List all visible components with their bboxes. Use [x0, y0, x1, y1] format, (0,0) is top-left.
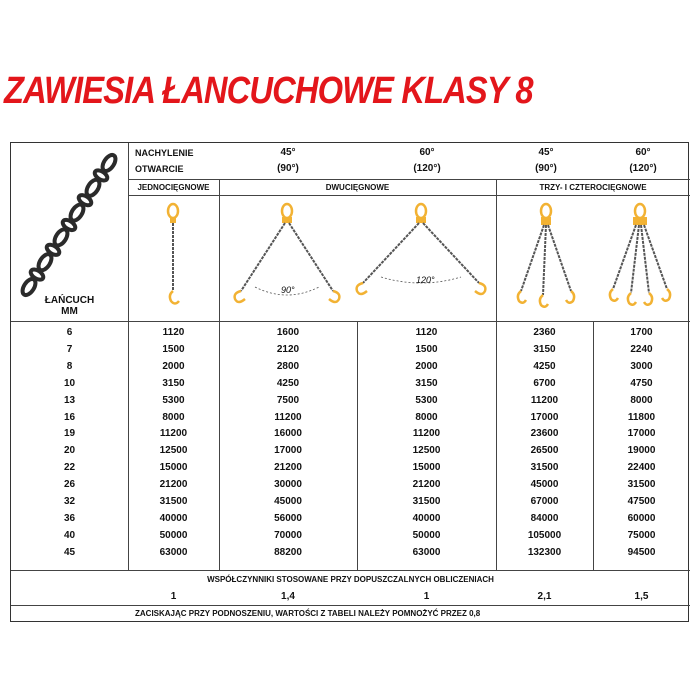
- load-table: [10, 142, 689, 622]
- load-multi-90: 17000: [530, 411, 559, 423]
- load-multi-90: 23600: [530, 428, 559, 440]
- chain-size: 26: [63, 479, 76, 491]
- angle-nachylenie-2: 60°: [419, 147, 435, 158]
- load-double-90: 17000: [274, 445, 302, 457]
- divider: [219, 179, 220, 570]
- load-multi-90: 132300: [527, 546, 562, 558]
- angle-otwarcie-3: (90°): [535, 163, 557, 174]
- chain-size: 7: [66, 343, 73, 355]
- otwarcie-label: OTWARCIE: [135, 164, 184, 174]
- load-double-120: 1120: [415, 327, 438, 338]
- load-multi-120: 31500: [627, 479, 656, 491]
- load-single: 2000: [162, 360, 185, 372]
- divider: [11, 321, 690, 322]
- chain-size: 16: [63, 411, 76, 423]
- coefficient-multi-120: 1,5: [634, 591, 649, 602]
- load-multi-120: 60000: [627, 512, 656, 524]
- load-double-120: 11200: [412, 428, 441, 440]
- angle-nachylenie-4: 60°: [635, 147, 651, 158]
- coefficients-label: WSPÓŁCZYNNIKI STOSOWANE PRZY DOPUSZCZALNYCH OBLICZENIACH: [207, 575, 494, 584]
- load-double-90: 70000: [274, 529, 302, 541]
- angle-otwarcie-4: (120°): [629, 163, 657, 174]
- load-multi-90: 3150: [533, 343, 556, 355]
- angle-label-90: 90°: [281, 285, 295, 295]
- double-leg-sling-120-icon: [351, 203, 491, 313]
- load-multi-90: 67000: [530, 496, 559, 507]
- load-single: 21200: [159, 479, 188, 491]
- load-multi-120: 2240: [630, 343, 653, 355]
- load-double-120: 21200: [412, 479, 441, 491]
- load-double-120: 50000: [412, 529, 441, 541]
- load-multi-120: 47500: [627, 496, 656, 507]
- coefficient-double-90: 1,4: [281, 591, 295, 602]
- group-double: DWUCIĘGNOWE: [325, 183, 390, 192]
- double-leg-sling-90-icon: [229, 203, 349, 313]
- divider: [11, 605, 690, 606]
- chain-icon: [19, 157, 119, 297]
- load-single: 15000: [159, 462, 188, 474]
- chain-size: 8: [66, 360, 73, 372]
- four-leg-sling-icon: [605, 203, 675, 313]
- load-double-90: 1600: [276, 327, 300, 338]
- angle-nachylenie-3: 45°: [538, 147, 554, 158]
- load-double-90: 2120: [276, 343, 300, 355]
- load-single: 8000: [162, 411, 185, 423]
- load-double-120: 8000: [415, 411, 438, 423]
- footnote: ZACISKAJĄC PRZY PODNOSZENIU, WARTOŚCI Z TABELI NALEŻY POMNOŻYĆ PRZEZ 0,8: [135, 609, 481, 618]
- load-double-90: 11200: [274, 411, 302, 423]
- chain-size: 20: [63, 445, 76, 457]
- nachylenie-label: NACHYLENIE: [135, 148, 194, 158]
- load-double-120: 3150: [415, 377, 438, 389]
- load-double-90: 56000: [274, 512, 302, 524]
- load-double-90: 4250: [276, 377, 300, 389]
- coefficient-double-120: 1: [423, 591, 430, 602]
- load-double-90: 16000: [274, 428, 302, 440]
- load-multi-120: 1700: [630, 327, 653, 338]
- load-multi-90: 105000: [527, 529, 562, 541]
- chain-unit-label: MM: [61, 306, 78, 317]
- load-multi-90: 6700: [533, 377, 556, 389]
- chain-size: 19: [63, 428, 76, 440]
- load-single: 40000: [159, 512, 188, 524]
- load-multi-120: 94500: [627, 546, 656, 558]
- coefficient-multi-90: 2,1: [537, 591, 552, 602]
- load-single: 50000: [159, 529, 188, 541]
- divider: [128, 195, 690, 196]
- load-single: 12500: [159, 445, 188, 457]
- load-double-90: 2800: [276, 360, 300, 372]
- group-single: JEDNOCIĘGNOWE: [137, 183, 210, 192]
- load-single: 31500: [159, 496, 188, 507]
- load-double-90: 30000: [274, 479, 302, 491]
- chain-size: 6: [66, 327, 73, 338]
- load-multi-90: 2360: [533, 327, 556, 338]
- load-double-90: 88200: [274, 546, 302, 558]
- chain-size: 10: [63, 377, 76, 389]
- chain-size: 32: [63, 496, 76, 507]
- load-single: 1120: [162, 327, 185, 338]
- load-double-120: 31500: [412, 496, 441, 507]
- chain-label: ŁAŃCUCH: [44, 295, 95, 306]
- load-double-120: 2000: [415, 360, 438, 372]
- load-double-120: 63000: [412, 546, 441, 558]
- group-multi: TRZY- I CZTEROCIĘGNOWE: [539, 183, 647, 192]
- load-multi-120: 19000: [627, 445, 656, 457]
- load-multi-90: 84000: [530, 512, 559, 524]
- chain-size: 40: [63, 529, 76, 541]
- load-multi-120: 4750: [630, 377, 653, 389]
- load-double-90: 45000: [274, 496, 302, 507]
- load-multi-120: 3000: [630, 360, 653, 372]
- angle-otwarcie-2: (120°): [413, 163, 441, 174]
- divider: [11, 570, 690, 571]
- load-multi-120: 8000: [630, 394, 653, 406]
- three-leg-sling-icon: [511, 203, 581, 313]
- chain-size: 13: [63, 394, 76, 406]
- load-single: 3150: [162, 377, 185, 389]
- load-multi-120: 75000: [627, 529, 656, 541]
- load-double-120: 5300: [415, 394, 438, 406]
- load-single: 11200: [159, 428, 188, 440]
- load-double-120: 12500: [412, 445, 441, 457]
- load-single: 5300: [162, 394, 185, 406]
- page-title: ZAWIESIA ŁANCUCHOWE KLASY 8: [4, 70, 533, 112]
- load-multi-120: 11800: [627, 411, 656, 423]
- load-double-120: 15000: [412, 462, 441, 474]
- divider: [496, 179, 497, 570]
- load-double-90: 21200: [274, 462, 302, 474]
- single-leg-sling-icon: [161, 203, 191, 313]
- chain-size: 22: [63, 462, 76, 474]
- load-double-90: 7500: [276, 394, 300, 406]
- load-multi-120: 22400: [627, 462, 656, 474]
- load-single: 63000: [159, 546, 188, 558]
- chain-size: 45: [63, 546, 76, 558]
- chain-size: 36: [63, 512, 76, 524]
- load-multi-90: 26500: [530, 445, 559, 457]
- divider: [128, 179, 690, 180]
- angle-otwarcie-1: (90°): [277, 163, 299, 174]
- load-multi-90: 31500: [530, 462, 559, 474]
- angle-label-120: 120°: [416, 275, 435, 285]
- angle-nachylenie-1: 45°: [280, 147, 296, 158]
- coefficient-single: 1: [170, 591, 177, 602]
- load-multi-120: 17000: [627, 428, 656, 440]
- load-multi-90: 11200: [530, 394, 559, 406]
- load-multi-90: 4250: [533, 360, 556, 372]
- load-single: 1500: [162, 343, 185, 355]
- load-multi-90: 45000: [530, 479, 559, 491]
- load-double-120: 1500: [415, 343, 438, 355]
- load-double-120: 40000: [412, 512, 441, 524]
